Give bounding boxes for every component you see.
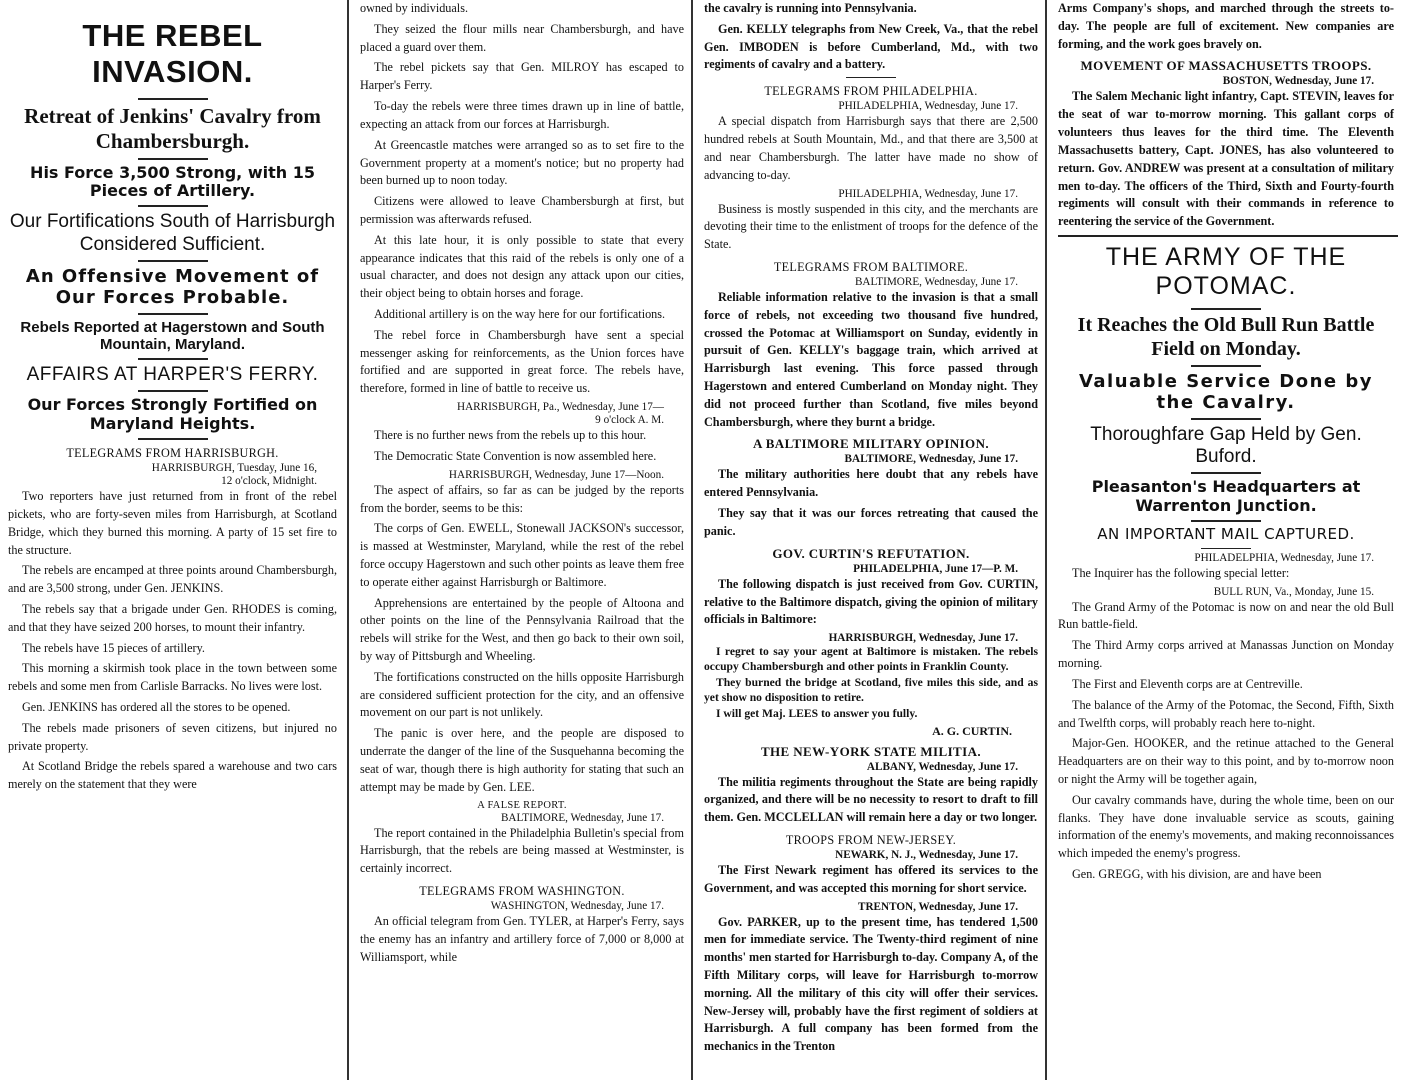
column-2 <box>352 0 690 1080</box>
paragraph: Major-Gen. HOOKER, and the retinue attached to the General Headquarters are on their way to this point, and by to-morrow noon or night the Army will be together again, <box>1058 736 1394 786</box>
section-heading: A FALSE REPORT. <box>477 799 567 811</box>
paragraph: The rebels have 15 pieces of artillery. <box>22 640 205 655</box>
paragraph: The report contained in the Philadelphia Bulletin's special from Harrisburgh, that the rebels are being massed at Westminster, is certainly incorrect. <box>360 825 684 876</box>
paragraph: the cavalry is running into Pennsylvania. <box>704 1 917 15</box>
paragraph: Two reporters have just returned from in front of the rebel pickets, who are forty-seven miles from Harrisburgh, at Scotland Bridge, which they burned this morning. A party of 15 set fire to the structure. <box>8 489 337 557</box>
paragraph: The Grand Army of the Potomac is now on and near the old Bull Run battle-field. <box>1058 599 1394 632</box>
paragraph: Arms Company's shops, and marched through the streets to-day. The people are full of excitement. New companies are forming, and the work goes bravely on. <box>1058 1 1394 51</box>
paragraph: The rebels made prisoners of seven citizens, but injured no private property. <box>8 720 337 753</box>
paragraph: A special dispatch from Harrisburgh says that there are 2,500 hundred rebels at South Mountain, Md., and that there are 3,500 at and near Chambersburgh. The latter have made no show of advancing to-day. <box>704 114 1038 182</box>
paragraph: They say that it was our forces retreating that caused the panic. <box>704 506 1038 538</box>
paragraph: The militia regiments throughout the State are being rapidly organized, and there will be no necessity to resort to draft to fill them. Gen. MCCLELLAN will remain here a day or two longer. <box>704 774 1038 825</box>
paragraph: The balance of the Army of the Potomac, the Second, Fifth, Sixth and Twelfth corps, will probably reach here to-night. <box>1058 697 1394 730</box>
divider <box>138 313 208 315</box>
subheadline: An Offensive Movement of Our Forces Probable. <box>25 266 320 309</box>
paragraph: The panic is over here, and the people are disposed to underrate the danger of the line of the Susquehanna becoming the seat of war, though there is high authority for stating that such an attempt may be made by Gen. LEE. <box>360 726 684 794</box>
divider <box>138 98 208 100</box>
paragraph: The corps of Gen. EWELL, Stonewall JACKSON's successor, is massed at Westminster, Maryland, while the rest of the rebel force occupy Hagerstown and such other points as leave them free to operate either against Harrisburgh or Baltimore. <box>360 521 684 589</box>
dateline: BOSTON, Wednesday, June 17. <box>1222 75 1374 88</box>
subheadline: Our Forces Strongly Fortified on Maryland Heights. <box>27 395 318 434</box>
column-4 <box>1050 0 1400 1080</box>
subheadline: AFFAIRS AT HARPER'S FERRY. <box>26 363 319 385</box>
section-heading: A BALTIMORE MILITARY OPINION. <box>752 436 990 452</box>
main-headline: THE ARMY OF THE POTOMAC. <box>1105 242 1347 301</box>
subheadline: Rebels Reported at Hagerstown and South Mountain, Maryland. <box>20 318 325 354</box>
dateline: 12 o'clock, Midnight. <box>221 475 317 488</box>
quoted-dispatch: I will get Maj. LEES to answer you fully. <box>716 707 918 721</box>
quoted-dispatch: I regret to say your agent at Baltimore is mistaken. The rebels occupy Chambersburgh and other points in Franklin County. <box>704 645 1038 673</box>
column-rule-2 <box>691 0 693 1080</box>
paragraph: The fortifications constructed on the hills opposite Harrisburgh are considered sufficient protection for the city, and an offensive movement on our part is not unlikely. <box>360 669 684 720</box>
dateline: WASHINGTON, Wednesday, June 17. <box>490 899 664 912</box>
subheadline: Retreat of Jenkins' Cavalry from Chambersburgh. <box>24 104 321 153</box>
dateline: NEWARK, N. J., Wednesday, June 17. <box>835 848 1018 861</box>
column-3 <box>696 0 1044 1080</box>
subheadline: His Force 3,500 Strong, with 15 Pieces of Artillery. <box>30 162 315 201</box>
paragraph: At Scotland Bridge the rebels spared a warehouse and two cars merely on the statement that they were <box>8 759 337 792</box>
dateline: BALTIMORE, Wednesday, June 17. <box>854 275 1018 288</box>
divider <box>1191 418 1261 420</box>
dateline: BALTIMORE, Wednesday, June 17. <box>844 453 1018 466</box>
paragraph: The rebels say that a brigade under Gen. RHODES is coming, and that they have seized 200 horses, to mount their infantry. <box>8 601 337 634</box>
divider <box>1191 520 1261 522</box>
subheadline: Our Fortifications South of Harrisburgh Considered Sufficient. <box>9 211 336 255</box>
subheadline: Thoroughfare Gap Held by Gen. Buford. <box>1090 423 1362 467</box>
paragraph: They seized the flour mills near Chambersburgh, and have placed a guard over them. <box>360 21 684 54</box>
paragraph: Gen. JENKINS has ordered all the stores to be opened. <box>22 700 291 715</box>
section-heading: TELEGRAMS FROM HARRISBURGH. <box>66 446 279 461</box>
dateline: HARRISBURGH, Tuesday, June 16, <box>151 462 317 475</box>
section-heading: TELEGRAMS FROM WASHINGTON. <box>419 883 625 898</box>
paragraph: The rebel force in Chambersburgh have sent a special messenger asking for reinforcements, as the Union forces have fortified and are supported in great force. The rebels have, therefore, formed in line of battle to receive us. <box>360 327 684 396</box>
dateline: ALBANY, Wednesday, June 17. <box>866 760 1018 773</box>
paragraph: At this late hour, it is only possible to state that every appearance indicates that this raid of the rebels is only one of a usual character, and does not design any attack upon our cities, their object being to obtain horses and forage. <box>360 232 684 301</box>
column-1 <box>0 0 345 1080</box>
dateline: BULL RUN, Va., Monday, June 15. <box>1213 585 1374 598</box>
quoted-dispatch: They burned the bridge at Scotland, five miles this side, and as yet show no disposition to retire. <box>704 676 1038 704</box>
paragraph: Business is mostly suspended in this city, and the merchants are devoting their time to the enlistment of troops for the defence of the State. <box>704 201 1038 252</box>
paragraph: Citizens were allowed to leave Chambersburgh at first, but permission was afterwards refused. <box>360 194 684 226</box>
paragraph: The Inquirer has the following special letter: <box>1072 565 1290 580</box>
paragraph: This morning a skirmish took place in the town between some rebels and some men from Carlisle Barracks. No lives were lost. <box>8 661 337 694</box>
paragraph: To-day the rebels were three times drawn up in line of battle, expecting an attack from our forces at Harrisburgh. <box>360 99 684 131</box>
paragraph: The military authorities here doubt that any rebels have entered Pennsylvania. <box>704 467 1038 500</box>
column-rule-3 <box>1045 0 1047 1080</box>
subheadline: AN IMPORTANT MAIL CAPTURED. <box>1097 525 1355 544</box>
paragraph: At Greencastle matches were arranged so as to set fire to the Government property at a moment's notice; but no property had been burned up to noon today. <box>360 137 684 188</box>
paragraph: Our cavalry commands have, during the whole time, been on our flanks. They have done invaluable service as scouts, gaining information of the enemy's movements, and making reconnoissances which impeded the enemy's progress. <box>1058 792 1394 861</box>
paragraph: The following dispatch is just received from Gov. CURTIN, relative to the Baltimore dispatch, giving the opinion of military officials in Baltimore: <box>704 576 1038 627</box>
divider <box>138 205 208 207</box>
divider <box>1191 308 1261 310</box>
section-heading: GOV. CURTIN'S REFUTATION. <box>772 545 970 561</box>
divider <box>1191 472 1261 474</box>
paragraph: Reliable information relative to the invasion is that a small force of rebels, not exceeding two thousand five hundred, crossed the Potomac at Williamsport on Sunday, evidently in pursuit of Gen. KELLY's baggage train, which arrived at Harrisburgh last evening. This force passed through Hagerstown and entered Cumberland on Monday night. They did not proceed further than Scotland, five miles beyond Chambersburgh, where they burnt a bridge. <box>704 289 1038 429</box>
paragraph: The First Newark regiment has offered its services to the Government, and was accepted this morning for short service. <box>704 862 1038 895</box>
divider <box>138 438 208 440</box>
paragraph: Apprehensions are entertained by the people of Altoona and other points on the line of the Pennsylvania Railroad that the rebels will strike for the West, and then go back to their own soil, by way of Pittsburgh and Wheeling. <box>360 595 684 663</box>
paragraph: The Third Army corps arrived at Manassas Junction on Monday morning. <box>1058 638 1394 671</box>
dateline: HARRISBURGH, Wednesday, June 17. <box>828 632 1018 645</box>
section-heading: TROOPS FROM NEW-JERSEY. <box>785 832 957 847</box>
divider <box>1201 548 1251 549</box>
dateline: PHILADELPHIA, Wednesday, June 17. <box>838 100 1018 113</box>
divider <box>138 260 208 262</box>
divider <box>1058 235 1398 237</box>
paragraph: The rebel pickets say that Gen. MILROY has escaped to Harper's Ferry. <box>360 60 684 93</box>
paragraph: The Democratic State Convention is now assembled here. <box>374 448 657 463</box>
paragraph: There is no further news from the rebels up to this hour. <box>374 428 647 443</box>
subheadline: Valuable Service Done by the Cavalry. <box>1078 371 1374 414</box>
divider <box>138 358 208 360</box>
dateline: PHILADELPHIA, Wednesday, June 17. <box>838 187 1018 200</box>
dateline: HARRISBURGH, Pa., Wednesday, June 17— <box>457 401 664 414</box>
paragraph: Gen. KELLY telegraphs from New Creek, Va., that the rebel Gen. IMBODEN is before Cumberland, Md., with two regiments of cavalry and a battery. <box>704 21 1038 72</box>
dateline: PHILADELPHIA, June 17—P. M. <box>853 562 1018 575</box>
section-heading: THE NEW-YORK STATE MILITIA. <box>760 743 982 759</box>
divider <box>1191 365 1261 367</box>
column-rule-1 <box>347 0 349 1080</box>
paragraph: The aspect of affairs, so far as can be judged by the reports from the border, seems to be this: <box>360 482 684 515</box>
dateline: BALTIMORE, Wednesday, June 17. <box>500 811 664 824</box>
divider <box>846 77 896 78</box>
paragraph: The First and Eleventh corps are at Centreville. <box>1072 676 1303 691</box>
dateline: PHILADELPHIA, Wednesday, June 17. <box>1194 551 1374 564</box>
section-heading: TELEGRAMS FROM BALTIMORE. <box>773 259 969 274</box>
paragraph: Gov. PARKER, up to the present time, has tendered 1,500 men for immediate service. The Twenty-third regiment of nine months' men started for Harrisburgh to-day. Company A, of the Fifth Military corps, will leave for Harrisburgh to-morrow morning. All the military of this city will offer their services. New-Jersey will, probably have the first regiment of soldiers at Harrisburgh. A full company has been formed from the mechanics in the Trenton <box>704 914 1038 1054</box>
divider <box>138 158 208 160</box>
dateline: 9 o'clock A. M. <box>595 414 664 427</box>
paragraph: Additional artillery is on the way here for our fortifications. <box>374 307 666 321</box>
subheadline: Pleasanton's Headquarters at Warrenton Junction. <box>1091 477 1361 516</box>
section-heading: TELEGRAMS FROM PHILADELPHIA. <box>764 84 978 99</box>
dateline: TRENTON, Wednesday, June 17. <box>858 900 1018 913</box>
dateline: HARRISBURGH, Wednesday, June 17—Noon. <box>448 468 664 481</box>
paragraph: The rebels are encamped at three points around Chambersburgh, and are 3,500 strong, under Gen. JENKINS. <box>8 563 337 596</box>
paragraph: The Salem Mechanic light infantry, Capt. STEVIN, leaves for the seat of war to-morrow morning. This gallant corps of volunteers thus leaves for the third time. The Eleventh Massachusetts battery, Capt. JONES, has also volunteered to return. Gov. ANDREW was present at a consultation of military men to-day. The officers of the Third, Sixth and Fourty-fourth regiments will consult with their commands in reference to reentering the service of the Government. <box>1058 89 1394 229</box>
main-headline: THE REBEL INVASION. <box>82 18 263 89</box>
paragraph: An official telegram from Gen. TYLER, at Harper's Ferry, says the enemy has an infantry and artillery force of 7,000 or 8,000 at Williamsport, while <box>360 913 684 964</box>
divider <box>138 390 208 392</box>
subheadline: It Reaches the Old Bull Run Battle Field on Monday. <box>1077 313 1375 360</box>
signature: A. G. CURTIN. <box>932 723 1012 738</box>
paragraph: Gen. GREGG, with his division, are and have been <box>1072 867 1322 882</box>
paragraph: owned by individuals. <box>360 1 468 15</box>
section-heading: MOVEMENT OF MASSACHUSETTS TROOPS. <box>1080 58 1372 74</box>
